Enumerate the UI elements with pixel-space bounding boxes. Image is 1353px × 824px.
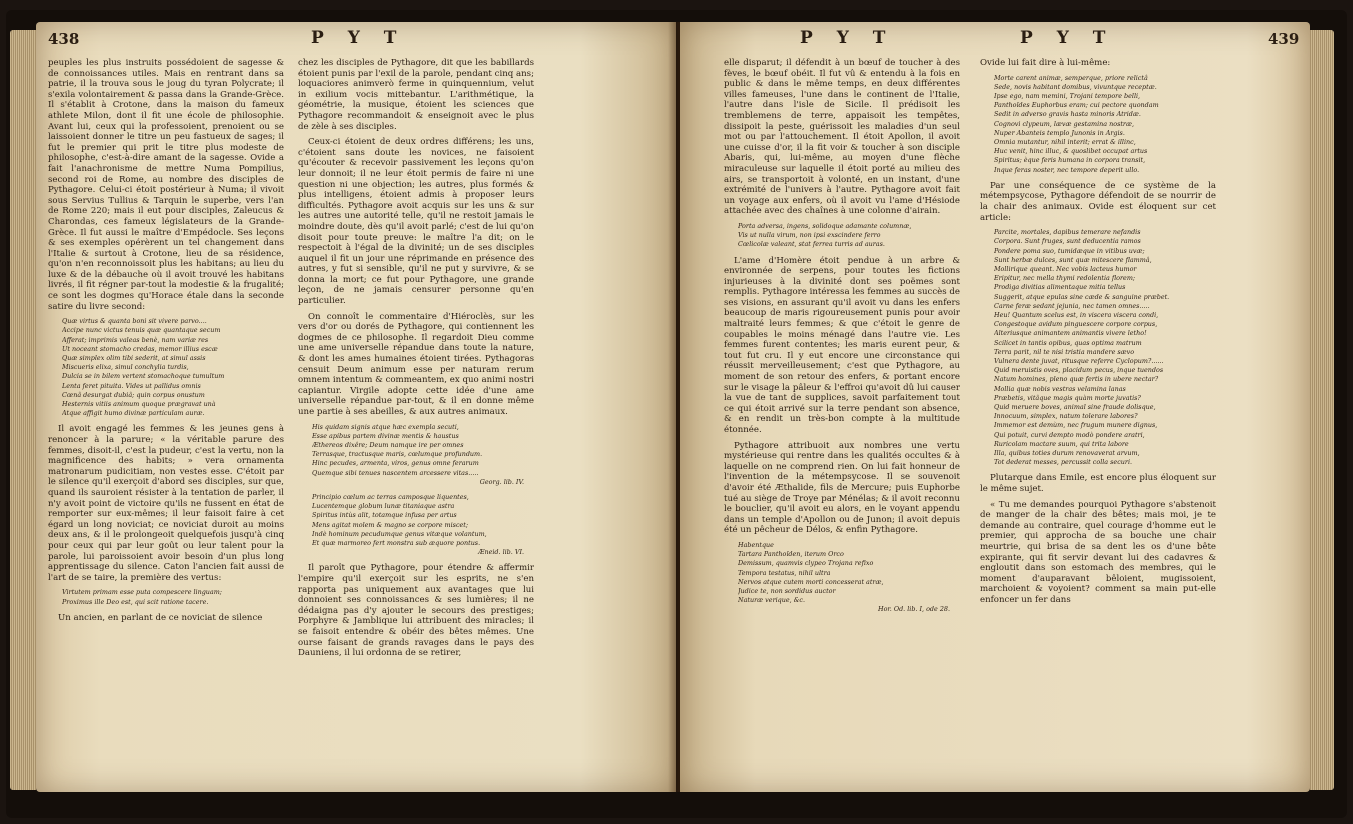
verse-line: Hesternis vitiis animum quoque prægravat unà: [62, 400, 216, 409]
verse-line: Nuper Abanteis templo Junonis in Argis.: [994, 128, 1125, 137]
verse-line: Immemor est demùm, nec frugum munere dignus,: [994, 421, 1158, 430]
citation: Hor. Od. lib. I, ode 28.: [878, 605, 950, 614]
verse-line: Proximus ille Deo est, qui scit ratione tacere.: [62, 597, 209, 606]
citation: Æneid. lib. VI.: [478, 548, 524, 557]
verse-line: Qui potuit, curvi dempto modò pondere aratri,: [994, 430, 1145, 439]
running-header: P Y T: [311, 28, 406, 48]
paragraph: L'ame d'Homère étoit pendue à un arbre & environnée de serpens, pour toutes les fictions injurieuses à la divinité dont ses poëmes sont remplis. Pythagore intéressa les femmes au succès de ses visions, en assurant qu'il avoit vu dans les enfers beaucoup de maris rigoureusement punis pour avoir maltraité leurs femmes; & que c'étoit le genre de coupables le moins ménagé dans l'autre vie. Les femmes furent contentes; les maris eurent peur, & tout fut cru. Il y eut encore une circonstance qui réussit merveilleusement; c'est que Pythagore, au moment de son retour des enfers, & portant encore sur le visage la pâleur & l'effroi qu'avoit dû lui causer la vue de tant de supplices, savoit parfaitement tout ce qui étoit arrivé sur la terre pendant son absence, & en rendit un très-bon compte à la multitude étonnée.: [724, 255, 960, 436]
verse-line: Præbetis, vitâque magis quàm morte juvatis?: [994, 393, 1141, 402]
verse-line: Cognovi clypeum, lævæ gestamina nostræ,: [994, 119, 1135, 128]
verse-line: Vulnera dente juvat, ritusque referre Cyclopum?......: [994, 357, 1164, 366]
verse-line: Tempora testatus, nihil ultra: [738, 568, 831, 577]
latin-verse: [312, 423, 534, 487]
verse-line: Nervos atque cutem morti concesserat atræ,: [738, 577, 884, 586]
left-page-column-1: [48, 58, 284, 628]
latin-verse: [994, 74, 1216, 175]
latin-verse: [994, 228, 1216, 467]
verse-line: His quidam signis atque hæc exempla secuti,: [312, 422, 459, 431]
verse-line: Panthoïdes Euphorbus eram; cui pectore quondam: [994, 101, 1159, 110]
paragraph: Ceux-ci étoient de deux ordres différens; les uns, c'étoient sans doute les novices, ne faisoient qu'écouter & recevoir passivement les leçons qu'on leur donnoit; il ne leur étoit permis de faire ni une question ni une objection; les autres, plus formés & plus intelligens, étoient admis à proposer leurs difficultés. Pythagore avoit acquis sur les uns & sur les autres une autorité telle, qu'il ne restoit jamais le moindre doute, dès qu'il avoit parlé; c'est de lui qu'on disoit pour toute preuve: le maître l'a dit; on le respectoit à l'égal de la divinité; un de ses disciples auquel il fit un jour une réprimande en présence des autres, y fut si sensible, qu'il ne put y survivre, & se donna la mort; ce fut pour Pythagore, une grande leçon, de ne jamais censurer personne qu'en particulier.: [298, 137, 534, 307]
verse-line: Sedit in adverso gravis hasta minoris Atridæ.: [994, 110, 1141, 119]
verse-line: Corpora. Sunt fruges, sunt deducentia ramos: [994, 237, 1141, 246]
left-page-edges: [10, 30, 36, 790]
running-header: P Y T: [800, 28, 895, 48]
verse-line: Omnia mutantur, nihil interit; errat & illinc,: [994, 138, 1136, 147]
verse-line: Innocuum, simplex, natum tolerare labores?: [994, 412, 1138, 421]
verse-line: Miscueris elixa, simul conchylia turdis,: [62, 363, 189, 372]
latin-verse: [738, 222, 960, 250]
right-page-column-2: [980, 58, 1216, 611]
verse-line: Huc venit, hinc illuc, & quoslibet occupat artus: [994, 147, 1148, 156]
verse-line: Eripitur, nec mella thymi redolentia florem;: [994, 274, 1136, 283]
verse-line: Principio cœlum ac terras camposque liquentes,: [312, 493, 469, 502]
verse-line: Heu! Quantum scelus est, in viscera viscera condi,: [994, 311, 1159, 320]
left-page: [36, 22, 676, 792]
verse-line: Mollirique queant. Nec vobis lacteus humor: [994, 265, 1137, 274]
verse-line: Judice te, non sordidus auctor: [738, 586, 836, 595]
verse-line: Spiritus; èque feris humana in corpora transit,: [994, 156, 1146, 165]
verse-line: Mens agitat molem & magno se corpore miscet;: [312, 520, 469, 529]
verse-line: Demissum, quamvis clypeo Trojana refixo: [738, 559, 874, 568]
running-header-repeat: P Y T: [1020, 28, 1115, 48]
verse-line: Cœnâ desurgat dubiâ; quin corpus onustum: [62, 390, 205, 399]
verse-line: Hinc pecudes, armenta, viros, genus omne ferarum: [312, 459, 479, 468]
paragraph: On connoît le commentaire d'Hiéroclès, sur les vers d'or ou dorés de Pythagore, qui contiennent les dogmes de ce philosophe. Il regardoit Dieu comme une ame universelle répandue dans toute la nature, & dont les ames humaines étoient tirées. Pythagoras censuit Deum animum esse per naturam rerum omnem intentum & commeantem, ex quo animi nostri capiantur. Virgile adopte cette idée d'une ame universelle répandue par-tout, & il en donne même une partie à ses abeilles, & aux autres animaux.: [298, 311, 534, 417]
paragraph: Il paroît que Pythagore, pour étendre & affermir l'empire qu'il exerçoit sur les esprits, ne s'en rapporta pas uniquement aux avantages que lui donnoient ses connoissances & ses lumières; il ne dédaigna pas d'y ajouter le secours des prestiges; Porphyre & Jamblique lui attribuent des miracles; il se faisoit entendre & obéir des bêtes mêmes. Une ourse faisant de grands ravages dans le pays des Dauniens, il lui ordonna de se retirer,: [298, 563, 534, 659]
verse-line: Quemque sibi tenues nascentem arcessere vitas.....: [312, 468, 479, 477]
verse-line: Ruricolam mactare suum, qui trita labore: [994, 439, 1129, 448]
paragraph: Un ancien, en parlant de ce noviciat de silence: [58, 612, 263, 623]
paragraph: Par une conséquence de ce système de la métempsycose, Pythagore défendoit de se nourrir de la chair des animaux. Ovide est éloquent sur cet article:: [980, 180, 1216, 223]
verse-line: Morte carent animæ, semperque, priore relictâ: [994, 73, 1148, 82]
verse-line: Esse apibus partem divinæ mentis & haustus: [312, 431, 459, 440]
page-number: 438: [48, 30, 80, 48]
verse-line: Sede, novis habitant domibus, vivuntque receptæ.: [994, 82, 1157, 91]
verse-line: Carne feræ sedant jejunia, nec tamen omnes.....: [994, 301, 1150, 310]
verse-line: Quid meruere boves, animal sine fraude dolisque,: [994, 403, 1156, 412]
verse-line: Mollia quæ nobis vestras velamina lanas: [994, 384, 1126, 393]
verse-line: Tot dederat messes, percussit colla securi.: [994, 458, 1133, 467]
verse-line: Natum homines, pleno quæ fertis in ubere nectar?: [994, 375, 1159, 384]
verse-line: Vis ut nulla virum, non ipsi exscindere ferro: [738, 231, 881, 240]
verse-line: Quid meruistis oves, placidum pecus, inque tuendos: [994, 366, 1164, 375]
verse-line: Quæ virtus & quanta boni sit vivere parvo....: [62, 317, 207, 326]
verse-line: Dulcia se in bilem vertent stomachoque tumultum: [62, 372, 225, 381]
verse-line: Indè hominum pecudumque genus vitæque volantum,: [312, 529, 487, 538]
verse-line: Congestoque avidum pinguescere corpore corpus,: [994, 320, 1158, 329]
verse-line: Accipe nunc victus tenuis quæ quantaque secum: [62, 326, 221, 335]
verse-line: Afferat; imprimis valeas benè, nam variæ res: [62, 335, 209, 344]
paragraph: peuples les plus instruits possédoient de sagesse & de connoissances utiles. Mais en rentrant dans sa patrie, il la trouva sous le joug du tyran Polycrate; il s'exila volontairement & passa dans la Grande-Grèce. Il s'établit à Crotone, dans la maison du fameux athlete Milon, dont il fit une école de philosophie. Avant lui, ceux qui la professoient, prenoient ou se laissoient donner le titre un peu fastueux de sages; il fut le premier qui prit le titre plus modeste de philosophe, c'est-à-dire amant de la sagesse. Ovide a fait l'anachronisme de mettre Numa Pompilius, second roi de Rome, au nombre des disciples de Pythagore. Celui-ci étoit postérieur à Numa; il vivoit sous Servius Tullius & Tarquin le superbe, vers l'an de Rome 220; mais il eut pour disciples, Zaleucus & Charondas, ces fameux législateurs de la Grande-Grèce. Il fut aussi le maître d'Empédocle. Ses leçons & ses exemples opérèrent un tel changement dans l'Italie & surtout à Crotone, lieu de sa résidence, qu'on n'en reconnoissoit plus les habitans; au lieu du luxe & de la débauche où il avoit trouvé les habitans livrés, il fit régner par-tout la modestie & la frugalité; ce sont les dogmes qu'Horace étale dans la seconde satire du livre second:: [48, 58, 284, 312]
verse-line: Inque feras noster, nec tempore deperit ullo.: [994, 165, 1140, 174]
verse-line: Naturæ verique, &c.: [738, 596, 806, 605]
citation: Georg. lib. IV.: [479, 477, 524, 486]
verse-line: Porta adversa, ingens, solidoque adamante columnæ,: [738, 221, 912, 230]
verse-line: Virtutem primam esse puta compescere linguam;: [62, 588, 222, 597]
latin-verse: [738, 541, 960, 615]
verse-line: Cœlicolæ valeant, stat ferrea turris ad auras.: [738, 240, 885, 249]
verse-line: Et quæ marmoreo fert monstra sub æquore pontus.: [312, 539, 481, 548]
paragraph: « Tu me demandes pourquoi Pythagore s'abstenoit de manger de la chair des bêtes; mais moi, je te demande au contraire, quel courage d'homme eut le premier, qui approcha de sa bouche une chair meurtrie, qui brisa de sa dent les os d'une bête expirante, qui fit servir devant lui des cadavres & engloutit dans son estomach des membres, qui le moment d'auparavant bêloient, mugissoient, marchoient & voyoient? comment sa main put-elle enfoncer un fer dans: [980, 499, 1216, 606]
verse-line: Habentque: [738, 540, 774, 549]
verse-line: Lenta feret pituita. Vides ut pallidus omnis: [62, 381, 201, 390]
paragraph: elle disparut; il défendit à un bœuf de toucher à des fèves, le bœuf obéit. Il fut vû & entendu à la fois en public & dans le même temps, en deux différentes villes fameuses, l'une dans le continent de l'Italie, l'autre dans l'isle de Sicile. Il prédisoit les tremblemens de terre, appaisoit les tempêtes, dissipoit la peste, guérissoit les maladies d'un seul mot ou par l'attouchement. Il étoit Apollon, il avoit une cuisse d'or, il la fit voir & toucher à son disciple Abaris, qui, lui-même, au moyen d'une flèche miraculeuse sur laquelle il étoit porté au milieu des airs, se transportoit à volonté, en un instant, d'une extrémité de l'univers à l'autre. Pythagore avoit fait un voyage aux enfers, où il avoit vu l'ame d'Hésiode attachée avec des chaînes à une colonne d'airain.: [724, 58, 960, 217]
verse-line: Illa, quibus toties durum renovaverat arvum,: [994, 449, 1140, 458]
verse-line: Prodiga divitias alimentaque mitia tellus: [994, 283, 1126, 292]
page-number: 439: [1268, 30, 1300, 48]
verse-line: Atque affigit humo divinæ particulam auræ.: [62, 409, 205, 418]
verse-line: Sunt herbæ dulces, sunt quæ mitescere flammâ,: [994, 255, 1152, 264]
right-page-column-1: [724, 58, 960, 621]
verse-line: Suggerit, atque epulas sine cæde & sanguine præbet.: [994, 292, 1170, 301]
verse-line: Ipse ego, nam memini, Trojani tempore belli,: [994, 92, 1141, 100]
verse-line: Pondere poma suo, tumidæque in vitibus uvæ;: [994, 246, 1145, 255]
verse-line: Lucentemque globum lunæ titaniaque astra: [312, 502, 455, 511]
verse-line: Spiritus intùs alit, totamque infusa per artus: [312, 511, 457, 520]
verse-line: Parcite, mortales, dapibus temerare nefandis: [994, 228, 1141, 237]
verse-line: Quæ simplex olim tibi sederit, at simul assis: [62, 354, 206, 363]
paragraph: Plutarque dans Emile, est encore plus éloquent sur le même sujet.: [980, 473, 1216, 495]
verse-line: Terra parit, nil te nisi tristia mandere sævo: [994, 347, 1135, 356]
verse-line: Tartara Panthoïden, iterum Orco: [738, 550, 844, 559]
latin-verse: [312, 493, 534, 557]
paragraph: Il avoit engagé les femmes & les jeunes gens à renoncer à la parure; « la véritable parure des femmes, disoit-il, c'est la pudeur, c'est la vertu, non la magnificence des habits; » vera ornamenta matronarum pudicitiam, non vestes esse. C'étoit par le silence qu'il exerçoit d'abord ses disciples, sur que, quand ils sauroient résister à la tentation de parler, il n'y avoit point de victoire qu'ils ne fussent en état de remporter sur eux-mêmes; il leur faisoit faire à cet égard un long noviciat; ce noviciat duroit au moins deux ans, & il le prolongeoit quelquefois jusqu'à cinq pour ceux qui par leur goût ou leur talent pour la parole, lui paroissoient avoir besoin d'un plus long apprentissage du silence. Caton l'ancien fait aussi de l'art de se taire, la première des vertus:: [48, 424, 284, 583]
latin-verse: [62, 588, 284, 606]
verse-line: Scilicet in tantis opibus, quas optima matrum: [994, 338, 1142, 347]
verse-line: Æthereos dixêre; Deum namque ire per omnes: [312, 441, 464, 449]
verse-line: Alteriusque animantem animantis vivere letho!: [994, 329, 1147, 338]
right-page: [680, 22, 1310, 792]
left-page-column-2: [298, 58, 534, 664]
paragraph: chez les disciples de Pythagore, dit que les babillards étoient punis par l'exil de la parole, pendant cinq ans; loquaciores animverò ferme in quinquennium, velut in exilium vocis mittebantur. L'arithmétique, la géométrie, la musique, étoient les sciences que Pythagore recommandoit & enseignoit avec le plus de zèle à ses disciples.: [298, 58, 534, 132]
latin-verse: [62, 317, 284, 418]
verse-line: Ut noceant stomacho credas, memor illius escæ: [62, 344, 218, 353]
right-page-edges: [1310, 30, 1334, 790]
paragraph: Pythagore attribuoit aux nombres une vertu mystérieuse qui rentre dans les qualités occultes & à laquelle on ne comprend rien. On lui fait honneur de l'invention de la métempsycose. Il se souvenoit d'avoir été Æthalide, fils de Mercure; puis Euphorbe tué au siège de Troye par Ménélas; & il avoit reconnu le bouclier, qu'il avoit eu alors, en le voyant appendu dans un temple d'Apollon ou de Junon; il avoit depuis été un pêcheur de Délos, & enfin Pythagore.: [724, 440, 960, 536]
verse-line: Terrasque, tractusque maris, cœlumque profundum.: [312, 450, 483, 459]
paragraph: Ovide lui fait dire à lui-même:: [980, 58, 1111, 68]
